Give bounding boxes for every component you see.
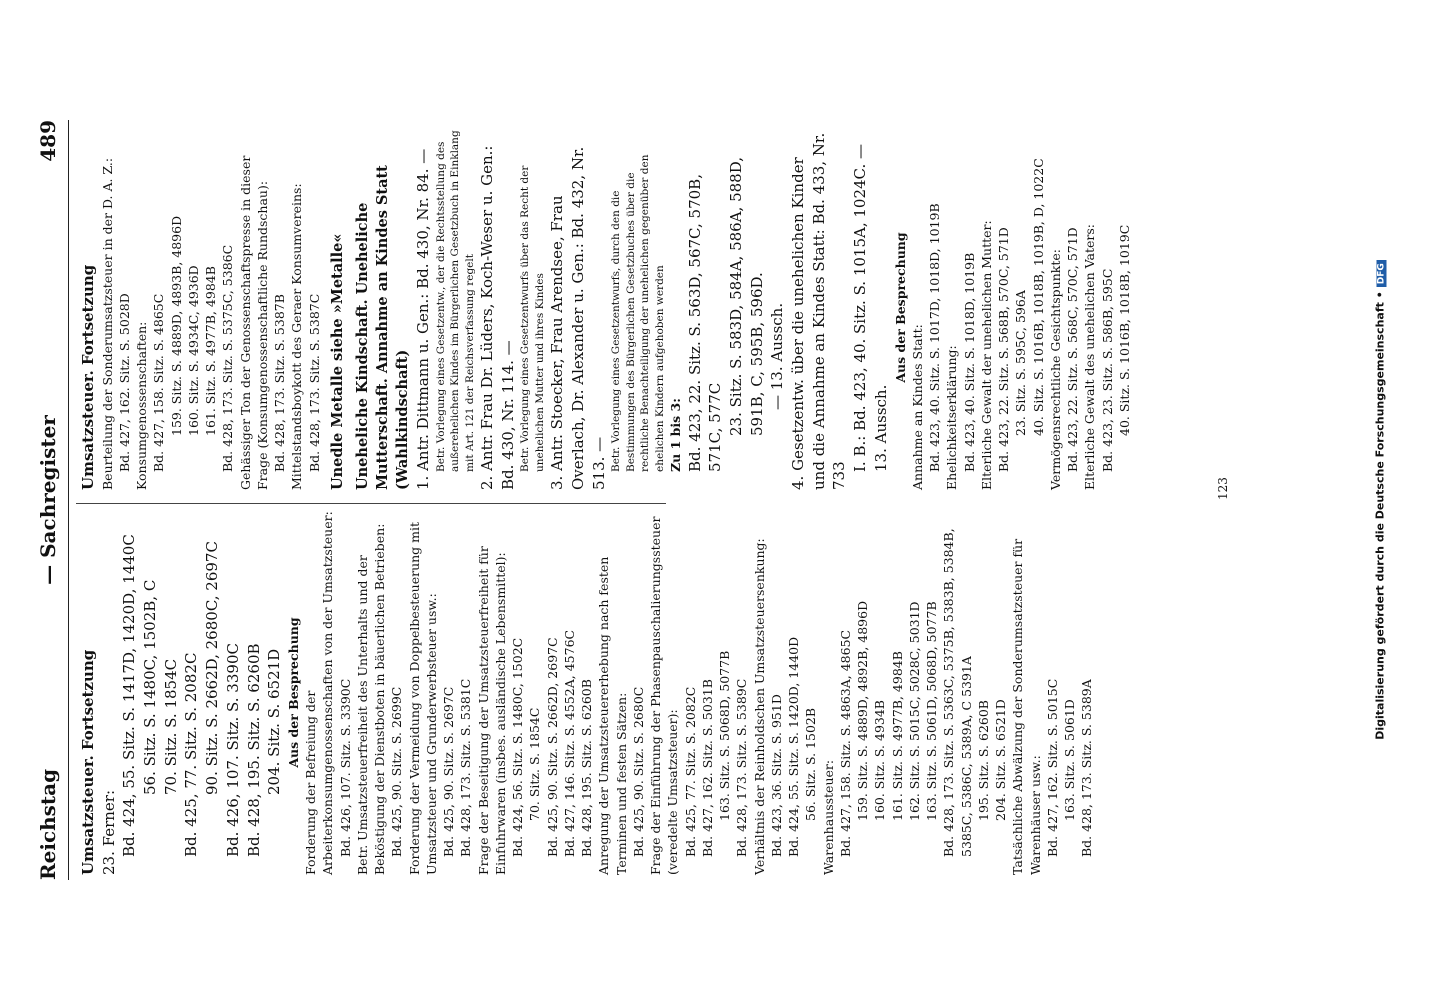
index-line: Frage der Einführung der Phasenpauschalierungssteuer (veredelte Umsatzsteuer): <box>648 516 681 875</box>
index-line: 160. Sitz. S. 4934B <box>872 700 888 821</box>
column-divider <box>76 503 666 504</box>
index-line: Bd. 428, 173. Sitz. S. 5363C, 5375B, 5383B, 5384B, 5385C, 5386C, 5389A, C 5391A <box>941 528 974 857</box>
index-line: 3. Antr. Stoecker, Frau Arendsee, Frau Overlach, Dr. Alexander u. Gen.: Bd. 432, Nr. 513. — <box>548 146 608 490</box>
index-line: Bd. 426, 107. Sitz. S. 3390C <box>337 678 353 857</box>
index-line: 160. Sitz. S. 4934C, 4936D <box>185 265 201 436</box>
index-line: 159. Sitz. S. 4889D, 4893B, 4896D <box>168 215 184 436</box>
index-line: Bd. 425, 90. Sitz. S. 2697C <box>441 686 457 857</box>
index-line: Bd. 423, 22. Sitz. S. 563D, 567C, 570B, 571C, 577C <box>685 174 725 472</box>
index-line: Bd. 427, 146. Sitz. S. 4552A, 4576C <box>561 629 577 857</box>
entry-heading: Unedle Metalle siehe »Metalle« <box>328 233 346 490</box>
running-head-left: Reichstag <box>36 768 60 880</box>
index-line: Bd. 425, 77. Sitz. S. 2082C <box>682 686 698 857</box>
index-line: 204. Sitz. S. 6521D <box>265 648 284 795</box>
index-line: 23. Sitz. S. 595C, 596A <box>1013 290 1029 436</box>
page-number: 489 <box>36 120 60 162</box>
index-line: 70. Sitz. S. 1854C <box>527 707 543 821</box>
index-line: 163. Sitz. S. 5068D, 5077B <box>717 650 733 821</box>
left-column <box>78 510 1096 875</box>
index-line: Bd. 427, 158. Sitz. S. 4863A, 4865C <box>837 629 853 857</box>
index-line: Bd. 427, 162. Sitz. S. 5031B <box>699 679 715 857</box>
index-line: 23. Sitz. S. 583D, 584A, 586A, 588D, 591B, C, 595B, 596D. <box>727 157 766 436</box>
index-line: 161. Sitz. S. 4977B, 4984B <box>889 651 905 821</box>
index-line: 23. Ferner: <box>99 789 118 875</box>
index-line: 163. Sitz. S. 5061D <box>1062 699 1078 821</box>
index-line: Bd. 424, 55. Sitz. S. 1420D, 1440D <box>786 636 802 857</box>
index-line: 56. Sitz. S. 1480C, 1502B, C <box>141 579 160 795</box>
index-note: Betr. Vorlegung eines Gesetzentwurfs über das Recht der unehelichen Mutter und ihres Kindes <box>519 165 546 472</box>
index-line: Bd. 426, 107. Sitz. S. 3390C <box>223 643 242 857</box>
entry-heading: Umsatzsteuer. Fortsetzung <box>79 649 97 875</box>
index-line: Bd. 424, 56. Sitz. S. 1480C, 1502C <box>510 637 526 857</box>
index-line: 162. Sitz. S. 5015C, 5028C, 5031D <box>906 601 922 821</box>
index-line: Warenhaussteuer: <box>820 759 836 875</box>
index-line: Forderung der Vermeidung von Doppelbesteuerung mit Umsatzsteuer und Grunderwerbsteuer usw.: <box>406 521 439 875</box>
index-line: Bd. 423, 23. Sitz. S. 586B, 595C <box>1099 268 1115 472</box>
index-line: Forderung der Befreiung der Arbeiterkonsumgenossenschaften von der Umsatzsteuer: <box>303 511 336 875</box>
index-line: Bd. 423, 40. Sitz. S. 1017D, 1018D, 1019B <box>927 203 943 472</box>
index-line: Ehelichkeitserklärung: <box>944 345 960 490</box>
index-line: Verhältnis der Reinholdschen Umsatzsteuersenkung: <box>751 538 767 875</box>
index-line: 204. Sitz. S. 6521D <box>993 699 1009 821</box>
index-line: Bd. 425, 90. Sitz. S. 2662D, 2697C <box>544 637 560 857</box>
index-note: Betr. Vorlegung eines Gesetzentw., der die Rechtsstellung des außerehelichen Kindes im Bürgerlichen Gesetzbuch in Einklang mit Art. 121 der Reichsverfassung regelt <box>434 130 476 472</box>
index-line: Bd. 428, 173. Sitz. S. 5381C <box>458 678 474 857</box>
subheading: Aus der Besprechung <box>892 232 908 383</box>
dfg-logo: DFG <box>1377 260 1387 287</box>
index-line: 2. Antr. Frau Dr. Lüders, Koch-Weser u. Gen.: Bd. 430, Nr. 114. — <box>478 145 517 490</box>
index-line: Mittelstandsboykott des Geraer Konsumvereins: <box>289 183 305 490</box>
index-line: Bd. 428, 173. Sitz. S. 5375C, 5386C <box>220 244 236 472</box>
digitization-text: Digitalisierung gefördert durch die Deutsche Forschungsgemeinschaft • <box>1373 291 1387 740</box>
index-line: 90. Sitz. S. 2662D, 2680C, 2697C <box>203 541 222 795</box>
index-line: Elterliche Gewalt des unehelichen Vaters: <box>1082 223 1098 490</box>
index-line: Bd. 423, 22. Sitz. S. 568C, 570C, 571D <box>1065 227 1081 472</box>
index-line: Anregung der Umsatzsteuererhebung nach festen Terminen und festen Sätzen: <box>596 556 629 875</box>
index-line: Bd. 425, 90. Sitz. S. 2680C <box>630 686 646 857</box>
index-line: 161. Sitz. S. 4977B, 4984B <box>203 266 219 436</box>
index-line: 40. Sitz. S. 1016B, 1018B, 1019C <box>1116 224 1132 436</box>
index-line: 159. Sitz. S. 4889D, 4892B, 4896D <box>855 600 871 821</box>
index-line: 56. Sitz. S. 1502B <box>803 707 819 821</box>
index-note: Betr. Vorlegung eines Gesetzentwurfs, durch den die Bestimmungen des Bürgerlichen Gesetzbuches über die rechtliche Benachteiligung der unehelichen gegenüber den ehelichen Kindern aufgehoben werden <box>610 154 666 472</box>
index-line: — 13. Aussch. <box>768 302 787 410</box>
index-line: Tatsächliche Abwälzung der Sonderumsatzsteuer für Warenhäuser usw.: <box>1010 538 1043 875</box>
index-line: Bd. 428, 173. Sitz. S. 5389C <box>734 678 750 857</box>
running-head-center: — Sachregister <box>36 415 60 585</box>
index-line: Bd. 425, 90. Sitz. S. 2699C <box>389 686 405 857</box>
index-line: Bd. 424, 55. Sitz. S. 1417D, 1420D, 1440C <box>120 534 139 857</box>
subheading: Aus der Besprechung <box>285 617 301 768</box>
index-line: 163. Sitz. S. 5061D, 5068D, 5077B <box>924 601 940 821</box>
subheading: Zu 1 bis 3: <box>668 398 684 472</box>
signature-mark: 123 <box>1216 477 1230 500</box>
header-rule <box>68 120 69 880</box>
index-line: Beurteilung der Sonderumsatzsteuer in der D. A. Z.: <box>99 157 115 490</box>
entry-heading: Uneheliche Kindschaft. Uneheliche Mutterschaft. Annahme an Kindes Statt (Wahlkindschaft) <box>353 165 411 490</box>
index-line: Annahme an Kindes Statt: <box>909 324 925 490</box>
index-line: Bd. 423, 40. Sitz. S. 1018D, 1019B <box>961 252 977 472</box>
index-line: Bd. 425, 77. Sitz. S. 2082C <box>182 652 201 857</box>
right-column <box>78 125 1133 490</box>
index-line: Bd. 428, 173. Sitz. S. 5387C <box>306 293 322 472</box>
index-line: 70. Sitz. S. 1854C <box>161 658 180 795</box>
index-line: Konsumgenossenschaften: <box>134 321 150 490</box>
index-line: Vermögensrechtliche Gesichtspunkte: <box>1047 249 1063 490</box>
index-line: Bd. 428, 173. Sitz. S. 5389A <box>1079 679 1095 857</box>
index-line: Elterliche Gewalt der unehelichen Mutter: <box>978 220 994 490</box>
digitization-note <box>1374 50 1387 950</box>
index-line: 4. Gesetzentw. über die unehelichen Kinder und die Annahme an Kindes Statt: Bd. 433, Nr. 733 <box>789 132 849 490</box>
running-head <box>36 120 66 880</box>
index-line: Bd. 423, 22. Sitz. S. 568B, 570C, 571D <box>996 227 1012 472</box>
index-line: Bd. 427, 162. Sitz. S. 5015C <box>1044 678 1060 857</box>
entry-heading: Umsatzsteuer. Fortsetzung <box>79 264 97 490</box>
index-line: Bd. 428, 195. Sitz. S. 6260B <box>579 679 595 857</box>
index-line: Bd. 428, 173. Sitz. S. 5387B <box>272 294 288 472</box>
index-line: 195. Sitz. S. 6260B <box>975 700 991 821</box>
index-line: Betr. Umsatzsteuerfreiheit des Unterhalts und der Beköstigung der Dienstboten in bäuerlichen Betrieben: <box>354 523 388 875</box>
index-line: Bd. 427, 162. Sitz. S. 5028D <box>116 293 132 472</box>
index-line: I. B.: Bd. 423, 40. Sitz. S. 1015A, 1024C. — 13. Aussch. <box>851 143 890 472</box>
index-line: Bd. 423, 36. Sitz. S. 951D <box>768 694 784 857</box>
index-line: 1. Antr. Dittmann u. Gen.: Bd. 430, Nr. 84. — <box>413 148 432 490</box>
index-line: Bd. 427, 158. Sitz. S. 4865C <box>151 293 167 472</box>
index-line: Gehässiger Ton der Genossenschaftspresse in dieser Frage (Konsumgenossenschaftliche Rundschau): <box>237 155 270 490</box>
index-line: Bd. 428, 195. Sitz. S. 6260B <box>244 643 263 857</box>
index-line: 40. Sitz. S. 1016B, 1018B, 1019B, D, 1022C <box>1030 158 1046 436</box>
index-line: Frage der Beseitigung der Umsatzsteuerfreiheit für Einfuhrwaren (insbes. ausländische Lebensmittel): <box>475 546 508 875</box>
